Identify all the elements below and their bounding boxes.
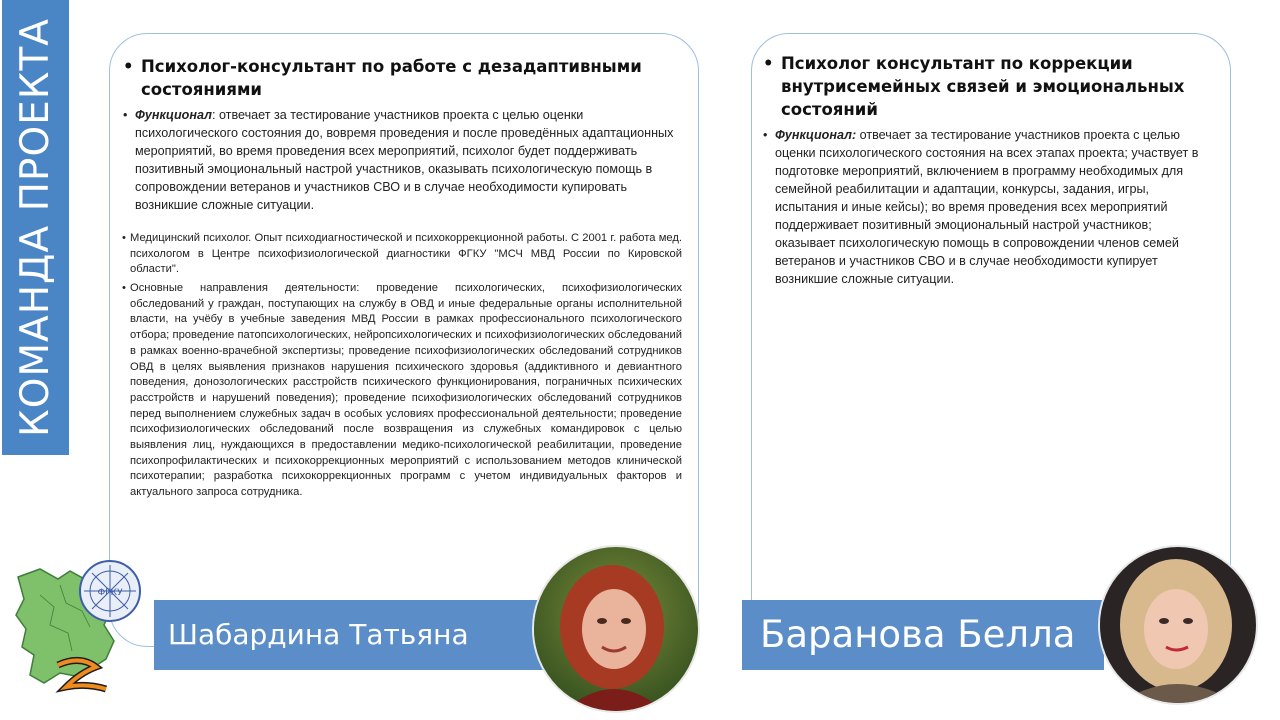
left-directions-paragraph <box>122 281 682 501</box>
bullet-icon: • <box>123 108 128 122</box>
bullet-icon: • <box>763 128 768 142</box>
bullet-icon: • <box>122 232 126 244</box>
right-function-label: Функционал: <box>775 128 857 142</box>
side-banner-text: КОМАНДА ПРОЕКТА <box>13 18 58 437</box>
left-function-label: Функционал <box>135 108 212 122</box>
left-person-name: Шабардина Татьяна <box>168 618 469 651</box>
bullet-icon: • <box>123 57 134 76</box>
left-role-title-text: Психолог-консультант по работе с дезадаптивными состояниями <box>141 57 642 99</box>
right-function-text: отвечает за тестирование участников проекта с целью оценки психологического состояния на всех этапах проекта; участвует в подготовке мероприятий, включением в программу необходимых для семейной реабилитации и адаптации, конкурсы, задания, игры, испытания и иные кейсы); во время проведения всех мероприятий поддерживает позитивный эмоциональный настрой участников; оказывает психологическую помощь в сопровождении членов семей ветеранов и участников СВО и в случае необходимости купирует возникшие сложные ситуации. <box>775 128 1199 286</box>
left-role-title <box>123 55 661 101</box>
side-banner <box>2 0 69 455</box>
right-name-bar <box>742 600 1104 670</box>
right-person-photo <box>1098 545 1258 705</box>
emblem-logo <box>10 555 150 705</box>
right-role-title-text: Психолог консультант по коррекции внутрисемейных связей и эмоциональных состояний <box>781 54 1185 119</box>
left-medical-text: Медицинский психолог. Опыт психодиагностической и психокоррекционной работы. С 2001 г. работа мед. психологом в Центре психофизиологической диагностики ФГКУ "МСЧ МВД России по Кировской области". <box>130 232 682 276</box>
emblem-text: ФГКУ <box>97 588 123 598</box>
right-role-title <box>763 52 1201 121</box>
right-function-paragraph <box>763 126 1213 288</box>
bullet-icon: • <box>763 54 774 73</box>
bullet-icon: • <box>122 282 126 294</box>
right-person-name: Баранова Белла <box>760 613 1076 656</box>
left-directions-text: Основные направления деятельности: проведение психологических, психофизиологических обследований у граждан, поступающих на службу в ОВД и иные федеральные органы исполнительной власти, на учёбу в учебные заведения МВД России в рамках профессионального психологического отбора; проведение патопсихологических, нейропсихологических и психофизиологических обследований в рамках военно-врачебной экспертизы; проведение психофизиологических обследований сотрудников ОВД в целях выявления признаков нарушения психического здоровья (аддиктивного и девиантного поведения, донозологических расстройств психического функционирования, пограничных психических расстройств и нарушений поведения); проведение психофизиологических обследований сотрудников перед выполнением служебных задач в особых условиях профессиональной деятельности; проведение психофизиологических обследований после возвращения из служебных командировок с целью выявления лиц, нуждающихся в предоставлении медико-психологической реабилитации, проведение психопрофилактических и психокоррекционных мероприятий с использованием методов клинической психотерапии; разработка психокоррекционных программ с учетом индивидуальных факторов и актуального запроса сотрудника. <box>130 282 682 499</box>
left-medical-paragraph <box>122 231 682 278</box>
left-function-paragraph <box>123 106 683 214</box>
left-name-bar <box>154 600 574 670</box>
left-person-photo <box>532 545 700 713</box>
left-function-text: : отвечает за тестирование участников проекта с целью оценки психологического состояния до, вовремя проведения и после проведённых адаптационных мероприятий, во время проведения всех мероприятий, психолог будет поддерживать позитивный эмоциональный настрой участников, оказывать психологическую помощь в сопровождении ветеранов и участников СВО и в случае необходимости купировать возникшие сложные ситуации. <box>135 108 674 212</box>
